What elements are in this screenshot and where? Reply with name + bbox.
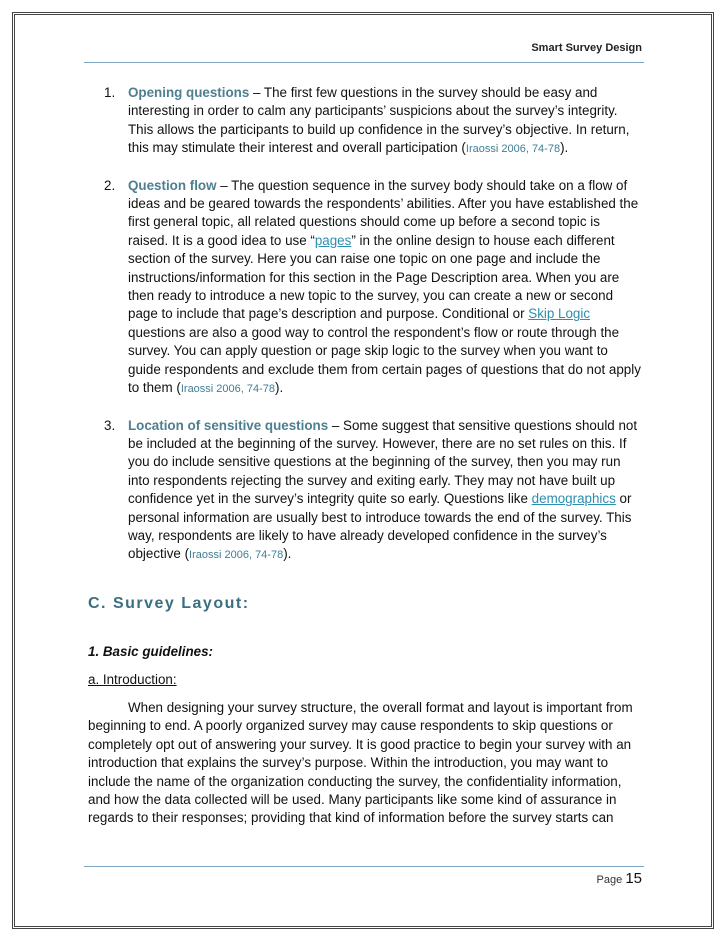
item-text: or personal information are usually best to introduce towards the end of the survey. This way, respondents are likely to have already developed confidence in the survey’s objective ( — [128, 491, 632, 562]
item-end: ). — [283, 546, 292, 562]
item-text: – Some suggest that sensitive questions should not be included at the beginning of the survey. However, there are no set rules on this. If you do include sensitive questions at the beginning of the survey, then you may run into respondents rejecting the survey and exiting early. They may not have built up confidence yet in the survey’s integrity quite so early. Questions like — [128, 417, 638, 507]
term-question-flow: Question flow — [128, 177, 217, 193]
footer-rule — [84, 866, 644, 867]
term-sensitive-questions: Location of sensitive questions — [128, 417, 329, 433]
item-text: – The first few questions in the survey should be easy and interesting in order to calm any participants’ suspicions about the survey’s integrity. This allows the participants to build up confidence in the survey’s objective. In return, this may stimulate their interest and overall participation ( — [128, 85, 630, 156]
numbered-list — [88, 84, 643, 565]
section-heading: C. Survey Layout: — [88, 594, 250, 612]
body-paragraph: When designing your survey structure, the overall format and layout is important from beginning to end. A poorly organized survey may cause respondents to skip questions or completely opt out of answering your survey. It is good practice to begin your survey with an introduction that explains the survey’s purpose. Within the introduction, you may want to include the name of the organization conducting the survey, the confidentiality information, and how the data collected will be used. Many participants like some kind of assurance in regards to their responses; providing that kind of information before the survey starts can — [88, 699, 633, 826]
citation: Iraossi 2006, 74-78 — [189, 549, 284, 562]
skip-logic-link[interactable]: Skip Logic — [528, 306, 591, 322]
subsection-heading: 1. Basic guidelines: — [88, 644, 214, 660]
item-end: ). — [560, 140, 569, 156]
list-number: 1. — [104, 85, 116, 100]
item-text: questions are also a good way to control the respondent’s flow or route through the survey. You can apply question or page skip logic to the survey when you want to guide respondents and exclude them from certain pages of questions that do not apply to them ( — [128, 324, 641, 396]
list-item-opening-questions — [88, 84, 643, 159]
item-text: – The question sequence in the survey body should take on a flow of ideas and be geared towards the respondents’ abilities. After you have established the first general topic, all related questions should come up before a second topic is raised. It is a good idea to use “ — [128, 177, 639, 248]
list-item-sensitive-questions — [88, 417, 643, 565]
citation: Iraossi 2006, 74-78 — [180, 383, 276, 396]
item-end: ). — [275, 380, 284, 396]
list-number: 2. — [104, 177, 116, 193]
running-header: Smart Survey Design — [531, 42, 642, 54]
header-rule — [84, 62, 644, 63]
citation: Iraossi 2006, 74-78 — [465, 143, 561, 156]
page-content — [88, 84, 643, 828]
page-label: Page — [596, 874, 623, 886]
pages-link[interactable]: pages — [314, 232, 352, 248]
term-opening-questions: Opening questions — [128, 85, 250, 100]
demographics-link[interactable]: demographics — [531, 491, 616, 507]
page-number: 15 — [625, 870, 642, 887]
list-number: 3. — [104, 417, 116, 433]
subsubsection-heading: a. Introduction: — [88, 671, 177, 687]
item-text: ” in the online design to house each different section of the survey. Here you can raise one topic on one page and include the instructions/information for this section in the Page Description area. When you are then ready to introduce a new topic to the survey, you can create a new or second page to include that page’s description and purpose. Conditional or — [128, 232, 620, 322]
page-footer — [597, 870, 642, 887]
list-item-question-flow — [88, 177, 643, 399]
